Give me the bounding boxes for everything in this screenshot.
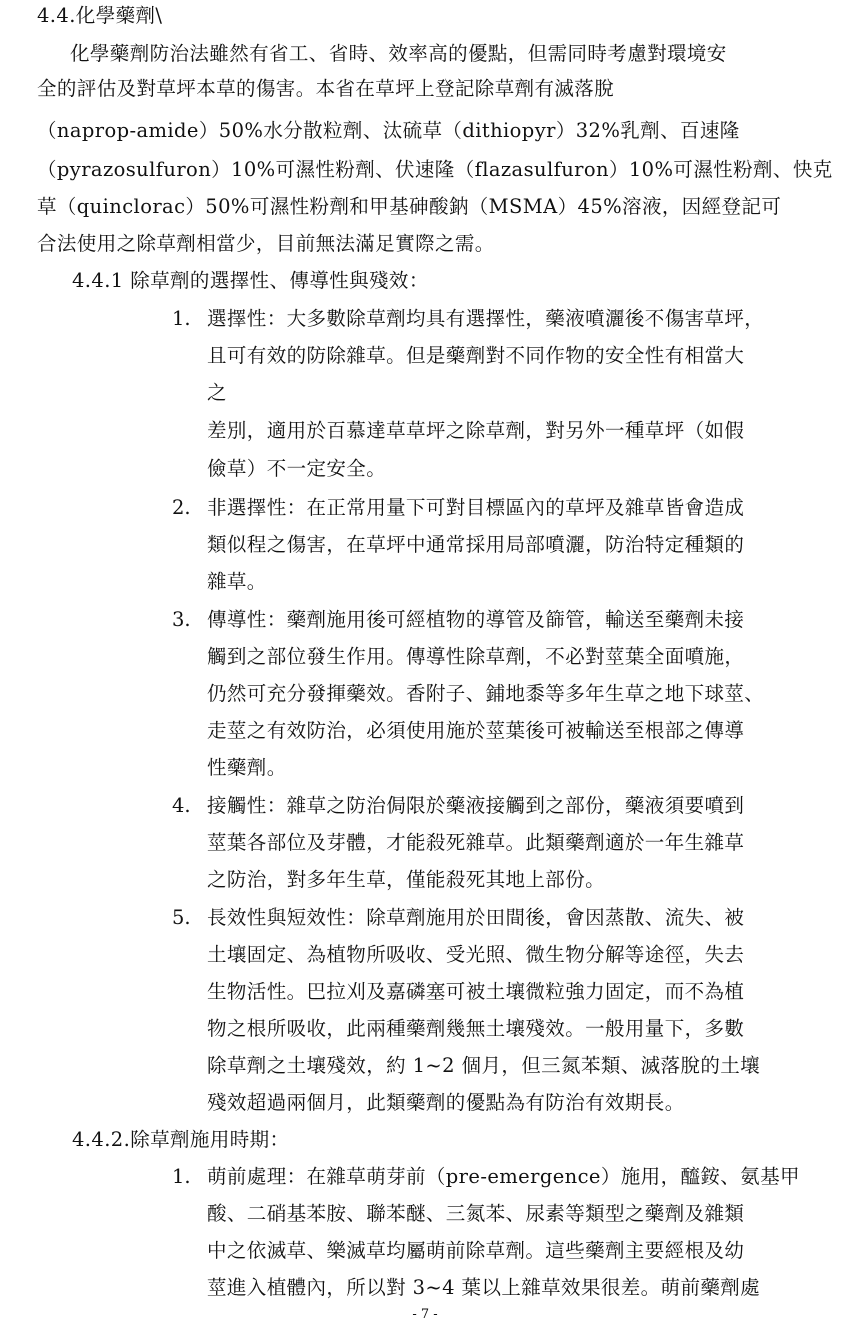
- list-item-line: 萌前處理：在雜草萌芽前（pre-emergence）施用，醯銨、氨基甲: [207, 1165, 800, 1188]
- list-item-line: 酸、二硝基苯胺、聯苯醚、三氮苯、尿素等類型之藥劑及雜類: [207, 1202, 745, 1225]
- list-item-line: 非選擇性：在正常用量下可對目標區內的草坪及雜草皆會造成: [207, 496, 745, 519]
- list-item-number: 1.: [172, 1165, 191, 1188]
- list-item-line: 選擇性：大多數除草劑均具有選擇性，藥液噴灑後不傷害草坪，: [207, 307, 765, 330]
- list-item-line: 莖進入植體內，所以對 3~4 葉以上雜草效果很差。萌前藥劑處: [207, 1276, 761, 1299]
- list-item-line: 之: [207, 381, 227, 404]
- intro-line: 化學藥劑防治法雖然有省工、省時、效率高的優點，但需同時考慮對環境安: [70, 42, 727, 65]
- list-item-number: 5.: [172, 906, 191, 929]
- list-item-line: 物之根所吸收，此兩種藥劑幾無土壤殘效。一般用量下，多數: [207, 1017, 745, 1040]
- intro-line: （naprop-amide）50%水分散粒劑、汰硫草（dithiopyr）32%乳劑、百速隆: [37, 119, 740, 142]
- list-item-line: 雜草。: [207, 570, 267, 593]
- intro-line: 草（quinclorac）50%可濕性粉劑和甲基砷酸鈉（MSMA）45%溶液，因經登記可: [37, 195, 782, 218]
- list-item-line: 儉草）不一定安全。: [207, 457, 387, 480]
- subsection-title: 4.4.1 除草劑的選擇性、傳導性與殘效：: [72, 269, 429, 292]
- intro-line: 全的評估及對草坪本草的傷害。本省在草坪上登記除草劑有滅落脫: [37, 77, 615, 100]
- list-item-line: 土壤固定、為植物所吸收、受光照、微生物分解等途徑，失去: [207, 943, 745, 966]
- list-item-line: 中之依滅草、樂滅草均屬萌前除草劑。這些藥劑主要經根及幼: [207, 1239, 745, 1262]
- list-item-line: 接觸性：雜草之防治侷限於藥液接觸到之部份，藥液須要噴到: [207, 794, 745, 817]
- list-item-line: 差別，適用於百慕達草草坪之除草劑，對另外一種草坪（如假: [207, 419, 745, 442]
- intro-line: （pyrazosulfuron）10%可濕性粉劑、伏速隆（flazasulfuron）10%可濕性粉劑、快克: [37, 158, 833, 181]
- page-number: - 7 -: [412, 1307, 438, 1322]
- list-item-line: 走莖之有效防治，必須使用施於莖葉後可被輸送至根部之傳導: [207, 719, 745, 742]
- list-item-number: 3.: [172, 608, 191, 631]
- list-item-line: 傳導性：藥劑施用後可經植物的導管及篩管，輸送至藥劑未接: [207, 608, 745, 631]
- list-item-line: 除草劑之土壤殘效，約 1~2 個月，但三氮苯類、滅落脫的土壤: [207, 1054, 761, 1077]
- list-item-line: 長效性與短效性：除草劑施用於田間後，會因蒸散、流失、被: [207, 906, 745, 929]
- intro-line: 合法使用之除草劑相當少，目前無法滿足實際之需。: [37, 232, 495, 255]
- list-item-line: 類似程之傷害，在草坪中通常採用局部噴灑，防治特定種類的: [207, 533, 745, 556]
- section-heading: 4.4.化學藥劑\: [37, 4, 163, 27]
- list-item-line: 生物活性。巴拉刈及嘉磷塞可被土壤微粒強力固定，而不為植: [207, 980, 745, 1003]
- list-item-line: 觸到之部位發生作用。傳導性除草劑，不必對莖葉全面噴施，: [207, 645, 745, 668]
- list-item-line: 且可有效的防除雜草。但是藥劑對不同作物的安全性有相當大: [207, 344, 745, 367]
- list-item-number: 1.: [172, 307, 191, 330]
- list-item-line: 性藥劑。: [207, 756, 287, 779]
- subsection-title: 4.4.2.除草劑施用時期：: [72, 1128, 290, 1151]
- list-item-number: 4.: [172, 794, 191, 817]
- list-item-line: 之防治，對多年生草，僅能殺死其地上部份。: [207, 868, 606, 891]
- list-item-line: 莖葉各部位及芽體，才能殺死雜草。此類藥劑適於一年生雜草: [207, 831, 745, 854]
- list-item-number: 2.: [172, 496, 191, 519]
- list-item-line: 殘效超過兩個月，此類藥劑的優點為有防治有效期長。: [207, 1091, 685, 1114]
- list-item-line: 仍然可充分發揮藥效。香附子、鋪地黍等多年生草之地下球莖、: [207, 682, 765, 705]
